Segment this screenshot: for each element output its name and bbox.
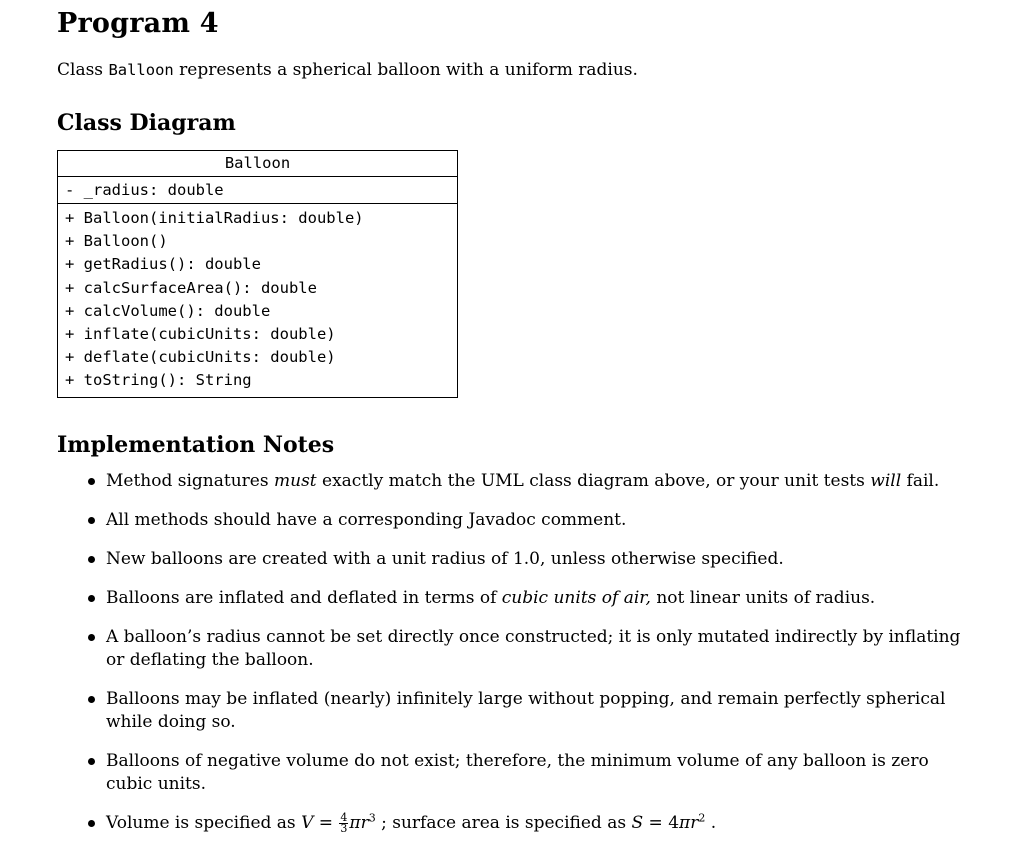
list-item [86,509,974,532]
page-title: Program 4 [57,8,219,39]
fraction-denominator: 3 [340,822,348,835]
math-exponent: 2 [698,811,706,825]
note-text: Volume is specified as [106,813,302,833]
intro-text-before: Class [57,60,109,80]
list-item [86,587,974,610]
note-text: A balloon’s radius cannot be set directly once constructed; it is only mutated indirectly by inflating or deflating the balloon. [106,627,961,670]
uml-method: + inflate(cubicUnits: double) [65,325,336,344]
intro-class-code: Balloon [108,61,174,79]
math-operator: = [313,813,339,833]
uml-method: + getRadius(): double [65,255,261,274]
list-item [86,750,974,796]
list-item [86,548,974,571]
list-item [86,812,974,835]
note-text: . [705,813,717,833]
list-item [86,626,974,672]
intro-paragraph [57,60,638,80]
implementation-notes-heading: Implementation Notes [57,432,335,458]
list-item [86,688,974,734]
math-variable: πr [679,813,699,833]
uml-class-box [57,150,458,398]
math-operator: = [643,813,669,833]
fraction-numerator: 4 [340,811,348,824]
uml-method: + Balloon(initialRadius: double) [65,209,364,227]
uml-attributes [58,177,457,204]
note-text: fail. [901,471,940,491]
class-diagram-heading: Class Diagram [57,110,236,136]
uml-method: + toString(): String [65,371,252,390]
math-exponent: 3 [368,811,376,825]
note-text: Method signatures [106,471,274,491]
math-variable: πr [349,813,369,833]
math-coefficient: 4 [668,813,680,833]
note-emphasis: must [274,471,317,491]
uml-methods [58,204,457,397]
uml-method: + deflate(cubicUnits: double) [65,348,336,367]
note-text: Balloons of negative volume do not exist; therefore, the minimum volume of any balloon is zero cubic units. [106,751,929,794]
note-text: All methods should have a corresponding Javadoc comment. [106,510,627,530]
note-text: Balloons are inflated and deflated in terms of [106,588,502,608]
note-text: not linear units of radius. [650,588,876,608]
note-text: ; surface area is specified as [375,813,632,833]
implementation-notes-list [86,470,974,835]
note-text: New balloons are created with a unit radius of 1.0, unless otherwise specified. [106,549,784,569]
uml-method: + calcSurfaceArea(): double [65,278,317,297]
uml-method: + calcVolume(): double [65,301,271,320]
uml-class-name: Balloon [58,151,457,177]
math-variable: V [301,813,314,833]
note-text: Balloons may be inflated (nearly) infinitely large without popping, and remain perfectly spherical while doing so. [106,689,946,732]
list-item [86,470,974,493]
math-fraction [339,813,348,834]
note-text: exactly match the UML class diagram above, or your unit tests [316,471,871,491]
math-variable: S [631,813,644,833]
intro-text-after: represents a spherical balloon with a uniform radius. [173,60,638,80]
note-emphasis: cubic units of air, [501,588,651,608]
uml-method: + Balloon() [65,232,168,251]
note-emphasis: will [870,471,902,491]
uml-attribute: - _radius: double [65,181,224,199]
